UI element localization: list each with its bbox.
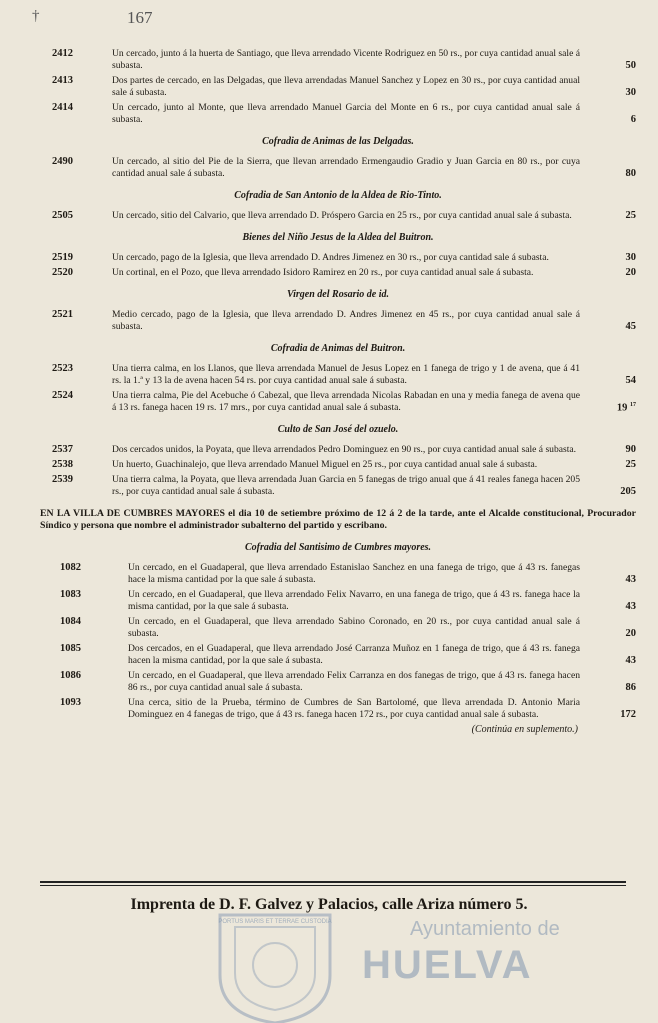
entry-amount-value: 20	[625, 267, 636, 278]
entry-amount	[582, 210, 636, 222]
entry-amount-value: 25	[625, 459, 636, 470]
entry-description: Dos cercados, en el Guadaperal, que lleva arrendado José Carranza Muñoz en 1 fanega de trigo, que á 43 rs. fanega hacen la misma cantidad, por la que sale á subasta.	[128, 643, 580, 666]
listing-entry	[40, 210, 636, 222]
watermark-title: HUELVA	[362, 943, 533, 987]
entry-amount-value: 80	[625, 168, 636, 179]
section-heading: Cofradia de Animas del Buitron.	[270, 343, 406, 354]
footer-rule-thin	[40, 885, 626, 886]
entry-amount	[582, 628, 636, 640]
entry-description: Una tierra calma, en los Llanos, que lleva arrendada Manuel de Jesus Lopez en 1 fanega de trigo y 1 de avena, que á 41 rs. la 1.ª y 13 la de avena hacen 54 rs. por cuya cantidad anual sale á subasta.	[112, 363, 580, 386]
entry-description: Un cercado, pago de la Iglesia, que lleva arrendado D. Andres Jimenez en 30 rs., por cuya cantidad sale á subasta.	[112, 252, 549, 263]
section-heading: Cofradia del Santisimo de Cumbres mayores.	[244, 542, 432, 553]
listing-entry	[40, 75, 636, 99]
listing-entry	[40, 459, 636, 471]
entry-description: Un cortinal, en el Pozo, que lleva arrendado Isidoro Ramirez en 20 rs., por cuya cantidad anual sale á subasta.	[112, 267, 534, 278]
listing-entry	[40, 670, 636, 694]
entry-amount	[582, 574, 636, 586]
entry-description: Dos cercados unidos, la Poyata, que lleva arrendados Pedro Dominguez en 90 rs., por cuya cantidad anual sale á subasta.	[112, 444, 577, 455]
listing-entry	[40, 616, 636, 640]
auction-notice: EN LA VILLA DE CUMBRES MAYORES el dia 10 de setiembre próximo de 12 á 2 de la tarde, ante el Alcalde constitucional, Procurador Síndico y persona que nombre el administrador subalterno del partido y escribano.	[40, 508, 636, 531]
entry-description: Un cercado, en el Guadaperal, que lleva arrendado Estanislao Sanchez en una fanega de trigo, que á 43 rs. fanegas hace la misma cantidad por la que sale á subasta.	[128, 562, 580, 585]
entry-number: 1085	[60, 643, 81, 654]
entry-description: Un huerto, Guachinalejo, que lleva arrendado Manuel Miguel en 25 rs., por cuya cantidad anual sale á subasta.	[112, 459, 538, 470]
page-number: 167	[127, 8, 153, 27]
section-heading: Bienes del Niño Jesus de la Aldea del Buitron.	[242, 232, 434, 243]
listing-entry	[40, 474, 636, 498]
listing-entry	[40, 156, 636, 180]
entry-description: Una tierra calma, Pie del Acebuche ó Cabezal, que lleva arrendada Nicolas Rabadan en una y media fanega de avena que á 13 rs. fanega hacen 19 rs. 17 mrs., por cuya cantidad anual sale á subasta.	[112, 390, 580, 413]
entry-number: 2505	[52, 210, 73, 221]
entry-amount	[582, 486, 636, 498]
section-heading: Culto de San José del ozuelo.	[277, 424, 399, 435]
listing-entry	[40, 102, 636, 126]
printer-imprint: Imprenta de D. F. Galvez y Palacios, calle Ariza número 5.	[130, 896, 528, 913]
entry-amount-value: 30	[625, 87, 636, 98]
entry-amount-value: 20	[625, 628, 636, 639]
entry-amount-value: 205	[620, 486, 636, 497]
entry-description: Un cercado, junto á la huerta de Santiago, que lleva arrendado Vicente Rodriguez en 50 rs., por cuya cantidad anual sale á subasta.	[112, 48, 580, 71]
entry-number: 2414	[52, 102, 73, 113]
entry-amount	[582, 709, 636, 721]
section-heading: Cofradia de San Antonio de la Aldea de Rio-Tinto.	[234, 190, 442, 201]
footer-rule	[40, 881, 626, 883]
listing-entry	[40, 562, 636, 586]
entry-number: 2538	[52, 459, 73, 470]
listing-entry	[40, 252, 636, 264]
listing-entry	[40, 390, 636, 414]
entry-description: Una tierra calma, la Poyata, que lleva arrendada Juan Garcia en 5 fanegas de trigo anual que á 41 reales fanega hacen 205 rs., por cuya cantidad anual sale á subasta.	[112, 474, 580, 497]
entry-amount	[582, 399, 636, 415]
entry-number: 1086	[60, 670, 81, 681]
entry-amount	[582, 60, 636, 72]
entry-number: 2519	[52, 252, 73, 263]
listing-body	[40, 48, 636, 735]
entry-amount	[582, 252, 636, 264]
section-heading: Virgen del Rosario de id.	[287, 289, 389, 300]
corner-mark: †	[32, 8, 40, 24]
entry-number: 2521	[52, 309, 73, 320]
entry-amount	[582, 459, 636, 471]
entry-amount	[582, 321, 636, 333]
entry-number: 2490	[52, 156, 73, 167]
entry-number: 2537	[52, 444, 73, 455]
continuation-note: (Continúa en suplemento.)	[471, 724, 578, 735]
entry-amount	[582, 601, 636, 613]
entry-amount	[582, 114, 636, 126]
entry-amount-value: 45	[625, 321, 636, 332]
watermark-subtitle: Ayuntamiento de	[410, 918, 560, 940]
entry-number: 1084	[60, 616, 81, 627]
listing-entry	[40, 363, 636, 387]
section-heading: Cofradia de Animas de las Delgadas.	[262, 136, 414, 147]
entry-description: Un cercado, junto al Monte, que lleva arrendado Manuel Garcia del Monte en 6 rs., por cuya cantidad anual sale á subasta.	[112, 102, 580, 125]
entry-amount-value: 50	[625, 60, 636, 71]
entry-amount-value: 43	[625, 655, 636, 666]
listing-entry	[40, 589, 636, 613]
listing-entry	[40, 309, 636, 333]
listing-entry	[40, 643, 636, 667]
entry-amount-value: 30	[625, 252, 636, 263]
entry-amount-maravedis: 17	[630, 401, 636, 408]
entry-number: 2539	[52, 474, 73, 485]
entry-amount	[582, 168, 636, 180]
entry-amount	[582, 444, 636, 456]
seal-text: PORTUS MARIS ET TERRAE CUSTODIA	[218, 919, 332, 925]
entry-description: Una cerca, sitio de la Prueba, término de Cumbres de San Bartolomé, que lleva arrendada D. Antonio Maria Dominguez en 4 fanegas de trigo, que á 43 rs. fanega hacen 172 rs., por cuya cantidad anual sale á subasta.	[128, 697, 580, 720]
listing-entry	[40, 697, 636, 721]
listing-entry	[40, 267, 636, 279]
entry-amount	[582, 655, 636, 667]
entry-description: Un cercado, en el Guadaperal, que lleva arrendado Felix Carranza en dos fanegas de trigo, que á 43 rs. fanega hacen 86 rs., por cuya cantidad anual sale á subasta.	[128, 670, 580, 693]
entry-description: Dos partes de cercado, en las Delgadas, que lleva arrendadas Manuel Sanchez y Lopez en 30 rs., por cuya cantidad anual sale á subasta.	[112, 75, 580, 98]
entry-amount-value: 90	[625, 444, 636, 455]
entry-amount-value: 86	[625, 682, 636, 693]
entry-number: 2412	[52, 48, 73, 59]
entry-amount	[582, 682, 636, 694]
watermark-seal-icon	[190, 905, 360, 1023]
entry-description: Medio cercado, pago de la Iglesia, que lleva arrendado D. Andres Jimenez en 45 rs., por cuya cantidad anual sale á subasta.	[112, 309, 580, 332]
entry-number: 1083	[60, 589, 81, 600]
listing-entry	[40, 48, 636, 72]
entry-amount-value: 43	[625, 601, 636, 612]
entry-description: Un cercado, en el Guadaperal, que lleva arrendado Felix Navarro, en una fanega de trigo, que á 43 rs. fanega hace la misma cantidad, por la que sale á subasta.	[128, 589, 580, 612]
entry-amount	[582, 375, 636, 387]
entry-amount-value: 19	[616, 402, 628, 413]
entry-number: 1082	[60, 562, 81, 573]
entry-number: 2524	[52, 390, 73, 401]
entry-description: Un cercado, al sitio del Pie de la Sierra, que llevan arrendado Ermengaudio Gradio y Juan Garcia en 80 rs., por cuya cantidad anual sale á subasta.	[112, 156, 580, 179]
entry-number: 2523	[52, 363, 73, 374]
entry-description: Un cercado, sitio del Calvario, que lleva arrendado D. Próspero Garcia en 25 rs., por cuya cantidad anual sale á subasta.	[112, 210, 572, 221]
entry-amount-value: 54	[625, 375, 636, 386]
entry-amount	[582, 267, 636, 279]
entry-amount	[582, 87, 636, 99]
entry-amount-value: 25	[625, 210, 636, 221]
entry-number: 1093	[60, 697, 81, 708]
listing-entry	[40, 444, 636, 456]
entry-number: 2520	[52, 267, 73, 278]
entry-number: 2413	[52, 75, 73, 86]
entry-amount-value: 43	[625, 574, 636, 585]
entry-amount-value: 6	[630, 114, 636, 125]
entry-amount-value: 172	[620, 709, 636, 720]
entry-description: Un cercado, en el Guadaperal, que lleva arrendado Sabino Coronado, en 20 rs., por cuya cantidad anual sale á subasta.	[128, 616, 580, 639]
